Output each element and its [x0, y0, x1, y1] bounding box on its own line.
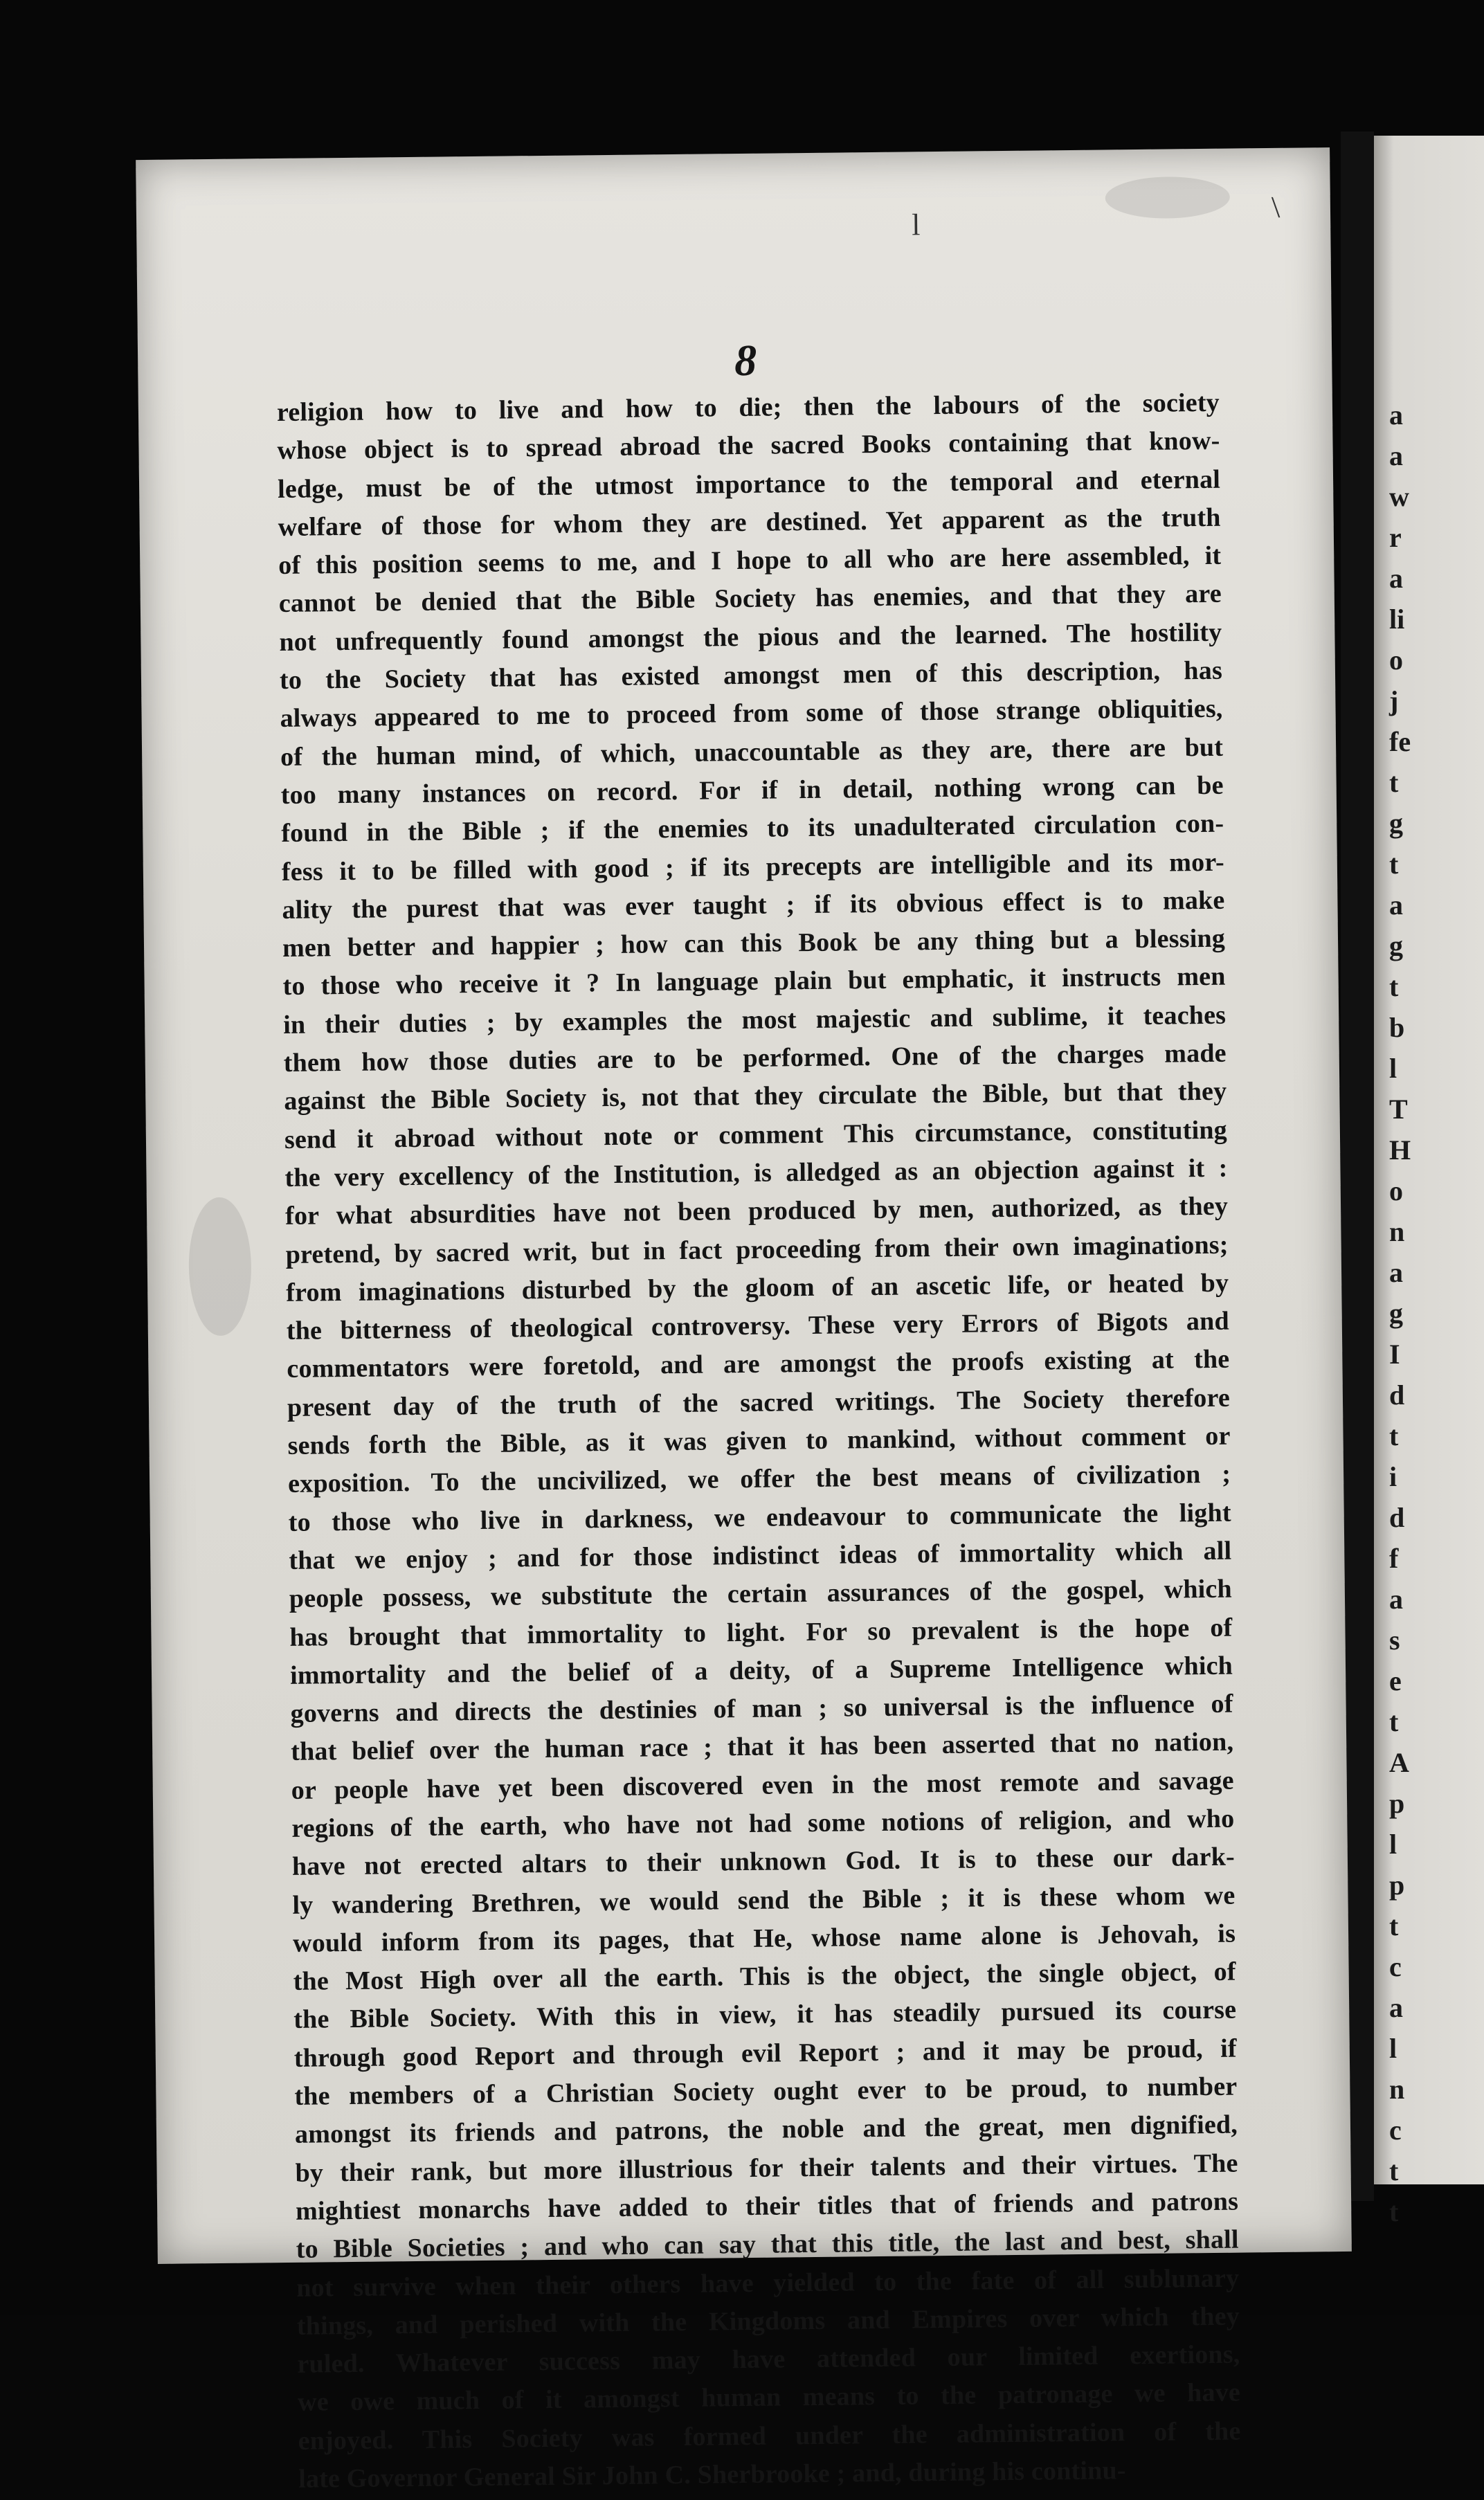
text-line: of this position seems to me, and I hope to all who are here assembled, it [278, 541, 1222, 581]
text-line: regions of the earth, who have not had some notions of religion, and who [291, 1804, 1235, 1843]
next-page-fragment: T [1389, 1094, 1408, 1125]
next-page-fragment: fe [1389, 726, 1411, 757]
document-page [136, 147, 1352, 2494]
text-line: fess it to be filled with good ; if its precepts are intelligible and its mor- [281, 847, 1225, 887]
text-line: we owe much of it amongst human means to the patronage we have [297, 2378, 1241, 2418]
text-line: ruled. Whatever success may have attended our limited exertions, [297, 2339, 1240, 2379]
next-page-fragment: d [1389, 1502, 1405, 1533]
next-page-fragment: d [1389, 1379, 1405, 1411]
text-line: always appeared to me to proceed from some of those strange obliquities, [280, 694, 1223, 734]
text-line: the Most High over all the earth. This is the object, the single object, of [293, 1957, 1236, 1997]
text-line: that belief over the human race ; that it has been asserted that no nation, [291, 1728, 1234, 1767]
next-page-fragment: t [1389, 767, 1399, 798]
text-line: or people have yet been discovered even in the most remote and savage [291, 1766, 1234, 1805]
next-page-fragment: o [1389, 644, 1403, 676]
next-page-fragment: l [1389, 2033, 1397, 2064]
text-line: by their rank, but more illustrious for their talents and their virtues. The [295, 2148, 1238, 2188]
text-line: enjoyed. This Society was formed under the administration of the [298, 2416, 1241, 2456]
text-line: them how those duties are to be performed. One of the charges made [283, 1038, 1227, 1078]
next-page-fragment: g [1389, 930, 1403, 961]
next-page-fragment: A [1389, 1747, 1409, 1778]
text-line: present day of the truth of the sacred writings. The Society therefore [287, 1383, 1231, 1422]
text-line: whose object is to spread abroad the sacred Books containing that know- [277, 426, 1220, 466]
text-line: to Bible Societies ; and who can say that this title, the last and best, shall [296, 2225, 1239, 2265]
next-page-fragment: a [1389, 1257, 1403, 1288]
next-page-fragment: o [1389, 1175, 1403, 1206]
next-page-fragment: t [1389, 1706, 1399, 1737]
next-page-edge [1374, 136, 1484, 2227]
next-page-fragment: a [1389, 563, 1403, 594]
next-page-fragment: c [1389, 2114, 1402, 2146]
text-line: ality the purest that was ever taught ; if its obvious effect is to make [282, 885, 1225, 925]
next-page-fragment: t [1389, 849, 1399, 880]
text-line: governs and directs the destinies of man ; so universal is the influence of [290, 1689, 1233, 1728]
next-page-fragment: H [1389, 1134, 1411, 1166]
text-line: through good Report and through evil Report ; and it may be proud, if [293, 2033, 1238, 2073]
next-page-fragment: p [1389, 1788, 1405, 1819]
text-line: amongst its friends and patrons, the noble and the great, men dignified, [294, 2110, 1238, 2150]
text-line: pretend, by sacred writ, but in fact proceeding from their own imaginations; [285, 1230, 1229, 1269]
next-page-fragment: a [1389, 440, 1403, 471]
text-line: things, and perished with the Kingdoms and Empires over which they [296, 2301, 1240, 2341]
next-page-fragment: t [1389, 1420, 1399, 1451]
text-line: to those who live in darkness, we endeavour to communicate the light [288, 1498, 1231, 1537]
next-page-fragment: r [1389, 522, 1402, 553]
text-line: cannot be denied that the Bible Society has enemies, and that they are [278, 579, 1222, 619]
text-line: the bitterness of theological controversy. These very Errors of Bigots and [286, 1306, 1230, 1346]
text-line: in their duties ; by examples the most majestic and sublime, it teaches [283, 1000, 1227, 1040]
text-line: the very excellency of the Institution, is alledged as an objection against it : [284, 1153, 1228, 1193]
text-line: sends forth the Bible, as it was given to mankind, without comment or [287, 1421, 1231, 1460]
text-line: of the human mind, of which, unaccountable as they are, there are but [280, 732, 1224, 772]
text-line: send it abroad without note or comment This circumstance, constituting [284, 1115, 1228, 1154]
text-line: mightiest monarchs have added to their titles that of friends and patrons [295, 2186, 1239, 2226]
next-page-fragment: p [1389, 1869, 1405, 1901]
text-line: immortality and the belief of a deity, of a Supreme Intelligence which [289, 1651, 1233, 1690]
next-page-fragment: t [1389, 2196, 1399, 2227]
text-line: from imaginations disturbed by the gloom of an ascetic life, or heated by [286, 1268, 1229, 1307]
body-text [276, 384, 1241, 2494]
next-page-fragment: t [1389, 1910, 1399, 1941]
next-page-fragment: t [1389, 2155, 1399, 2186]
text-line: against the Bible Society is, not that they circulate the Bible, but that they [284, 1077, 1227, 1116]
text-line: not survive when their others have yielded to the fate of all sublunary [296, 2263, 1240, 2303]
next-page-fragment: li [1389, 604, 1405, 635]
next-page-fragment: l [1389, 1829, 1397, 1860]
next-page-fragment: n [1389, 1216, 1405, 1247]
text-line: not unfrequently found amongst the pious and the learned. The hostility [279, 617, 1222, 657]
next-page-fragment: g [1389, 1298, 1403, 1329]
next-page-fragment: w [1389, 481, 1409, 512]
text-line: have not erected altars to their unknown God. It is to these our dark- [291, 1842, 1236, 1882]
text-line: exposition. To the uncivilized, we offer the best means of civilization ; [287, 1459, 1231, 1499]
next-page-fragment: a [1389, 1992, 1403, 2023]
stray-mark: l [911, 208, 921, 242]
text-line: commentators were foretold, and are amongst the proofs existing at the [287, 1345, 1230, 1384]
text-line: too many instances on record. For if in detail, nothing wrong can be [280, 770, 1224, 810]
next-page-fragment: a [1389, 889, 1403, 921]
next-page-fragment: j [1389, 685, 1399, 716]
text-line: has brought that immortality to light. For so prevalent is the hope of [289, 1613, 1233, 1652]
next-page-fragment: t [1389, 971, 1399, 1002]
next-page-fragment: i [1389, 1461, 1397, 1492]
paper-stain [1105, 176, 1230, 219]
paper-stain [188, 1197, 252, 1336]
text-line: late Governor General Sir John C. Sherbrooke ; and, during his continu- [298, 2456, 1126, 2494]
next-page-fragment: g [1389, 808, 1403, 839]
text-line: found in the Bible ; if the enemies to its unadulterated circulation con- [281, 808, 1224, 849]
text-line: men better and happier ; how can this Book be any thing but a blessing [282, 923, 1226, 963]
stray-mark: \ [1271, 190, 1281, 224]
text-line: for what absurdities have not been produced by men, authorized, as they [284, 1191, 1229, 1231]
text-line: that we enjoy ; and for those indistinct ideas of immortality which all [289, 1536, 1232, 1575]
next-page-fragment: c [1389, 1951, 1402, 1982]
next-page-fragment: n [1389, 2074, 1405, 2105]
text-line: the Bible Society. With this in view, it has steadily pursued its course [293, 1995, 1237, 2035]
next-page-fragment: a [1389, 1584, 1403, 1615]
next-page-fragment: I [1389, 1339, 1400, 1370]
text-line: to the Society that has existed amongst men of this description, has [279, 655, 1223, 696]
text-line: welfare of those for whom they are destined. Yet apparent as the truth [278, 502, 1221, 542]
page-number: 8 [734, 335, 757, 386]
text-line: people possess, we substitute the certain assurances of the gospel, which [289, 1574, 1233, 1614]
text-line: ly wandering Brethren, we would send the Bible ; it is these whom we [292, 1881, 1236, 1920]
next-page-fragment: s [1389, 1624, 1400, 1656]
next-page-fragment: b [1389, 1012, 1405, 1043]
text-line: the members of a Christian Society ought ever to be proud, to number [294, 2072, 1238, 2111]
text-line: religion how to live and how to die; then the labours of the society [276, 388, 1220, 427]
text-line: ledge, must be of the utmost importance to the temporal and eternal [277, 464, 1221, 504]
text-line: to those who receive it ? In language plain but emphatic, it instructs men [282, 962, 1226, 1002]
next-page-fragment: e [1389, 1665, 1402, 1696]
text-line: would inform from its pages, that He, whose name alone is Jehovah, is [292, 1919, 1236, 1958]
next-page-fragment: f [1389, 1543, 1399, 1574]
next-page-fragment: l [1389, 1053, 1397, 1084]
next-page-fragment: a [1389, 399, 1403, 431]
